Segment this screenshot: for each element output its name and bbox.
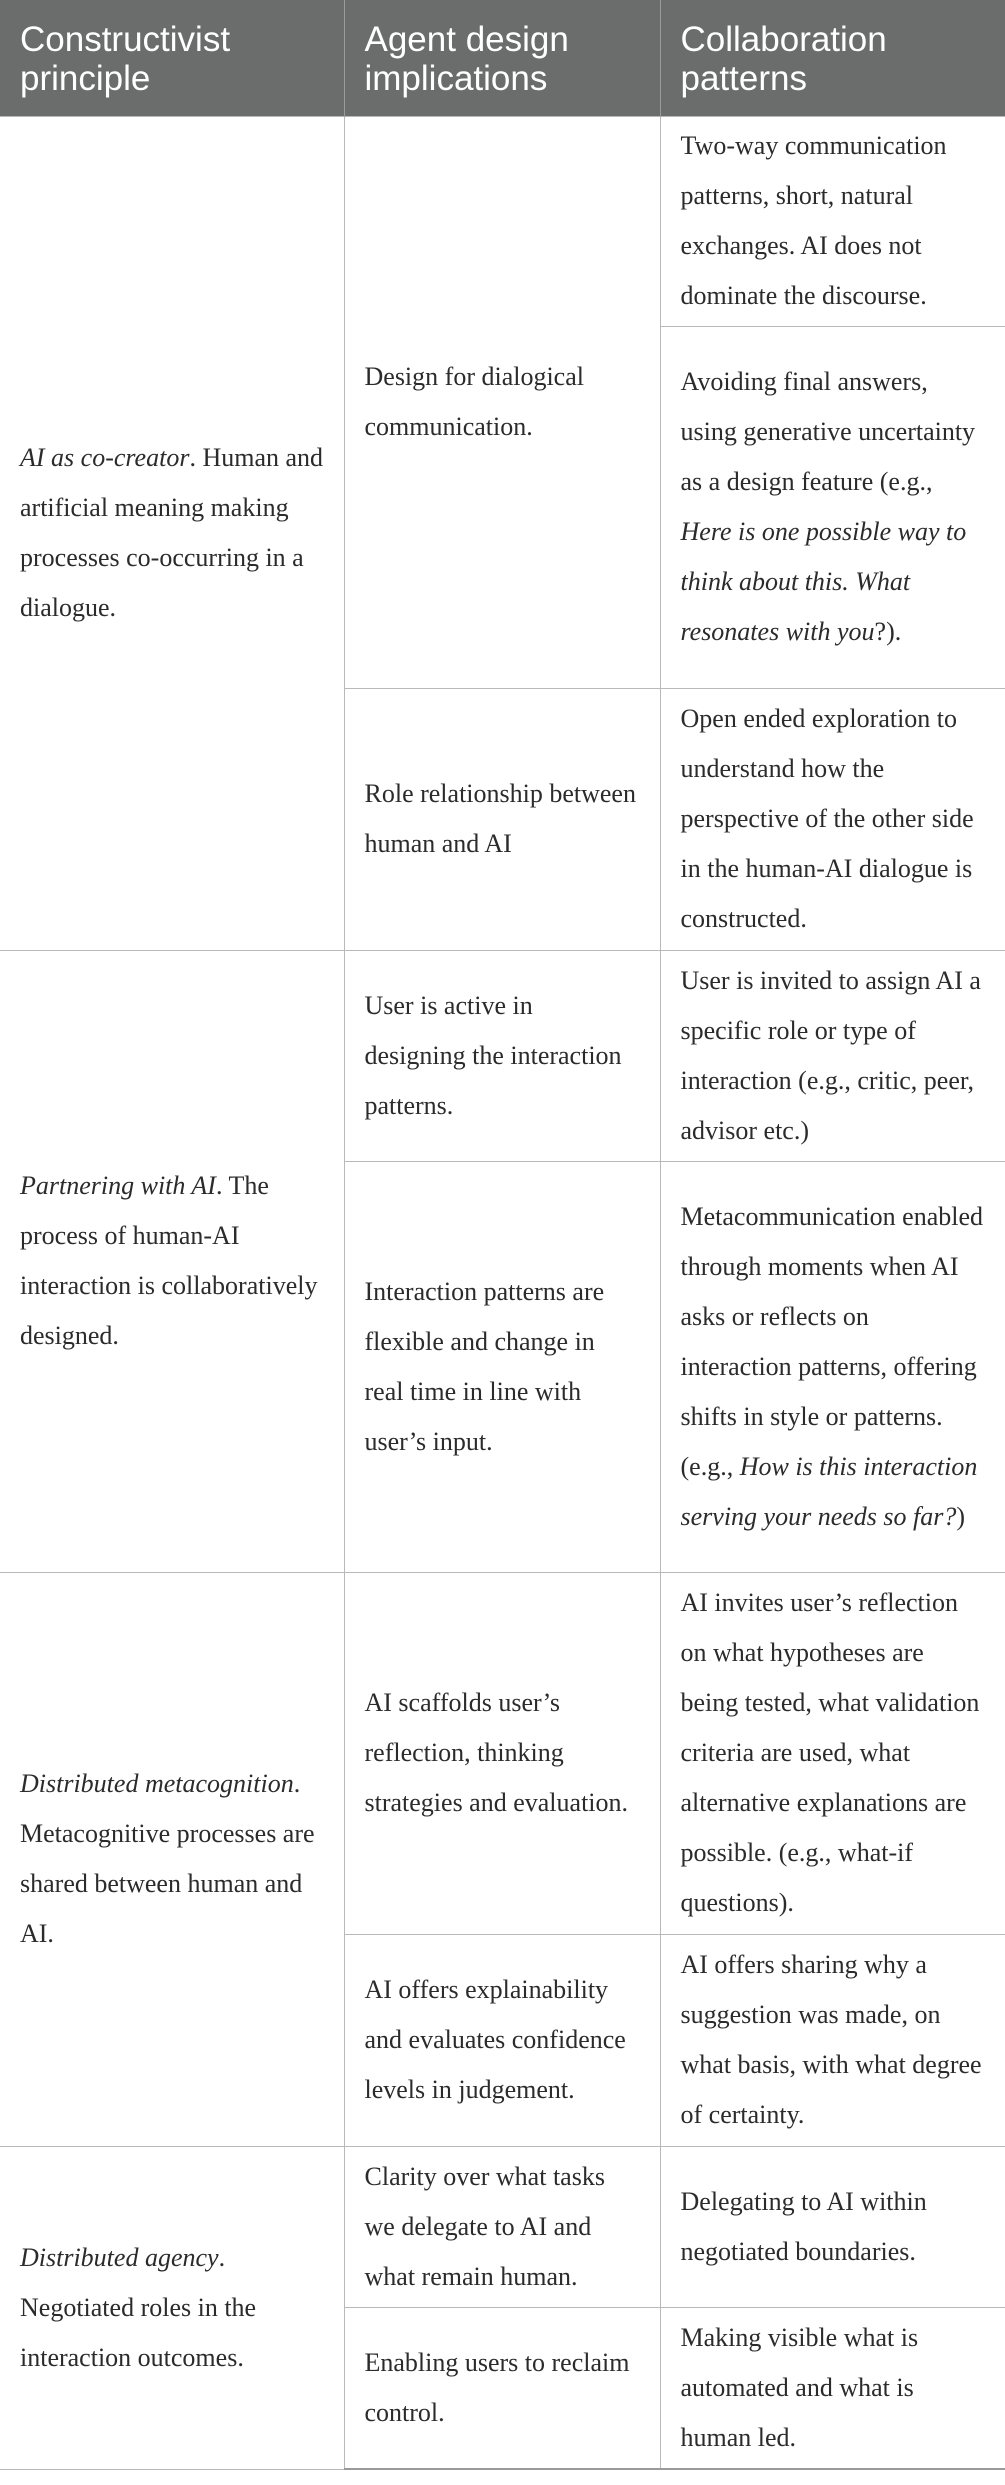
principle-name: AI as co-creator [20, 443, 190, 472]
principle-cell [0, 950, 344, 1572]
header-collaboration-patterns: Collaboration patterns [660, 0, 1005, 116]
pattern-text-end: ) [956, 1501, 966, 1531]
pattern-example: Here is one possible way to think about this. What resonates with you [680, 517, 967, 646]
implication-cell: Enabling users to reclaim control. [344, 2307, 660, 2469]
implication-cell: Clarity over what tasks we delegate to AI and what remain human. [344, 2146, 660, 2307]
principle-name: Partnering with AI [20, 1171, 216, 1200]
table-row [0, 116, 1005, 326]
pattern-cell: User is invited to assign AI a specific role or type of interaction (e.g., critic, peer, advisor etc.) [660, 950, 1005, 1161]
header-row [0, 0, 1005, 116]
pattern-example: How is this interaction serving your needs so far? [680, 1451, 978, 1531]
pattern-text: Metacommunication enabled through moments when AI asks or reflects on interaction patterns, offering shifts in style or patterns. (e.g., [680, 1201, 984, 1481]
principle-description: . Negotiated roles in the interaction outcomes. [20, 2242, 257, 2372]
table-row [0, 950, 1005, 1161]
principle-cell [0, 2146, 344, 2469]
implication-cell: Interaction patterns are flexible and change in real time in line with user’s input. [344, 1161, 660, 1572]
principle-description: . Human and artificial meaning making processes co-occurring in a dialogue. [20, 443, 324, 622]
implication-cell: Design for dialogical communication. [344, 116, 660, 688]
implication-cell: User is active in designing the interaction patterns. [344, 950, 660, 1161]
principle-name: Distributed agency [20, 2242, 219, 2272]
table-header [0, 0, 1005, 116]
principle-cell [0, 1572, 344, 2146]
pattern-cell: Delegating to AI within negotiated boundaries. [660, 2146, 1005, 2307]
table-body [0, 116, 1005, 2469]
table-row [0, 2146, 1005, 2307]
pattern-cell: Making visible what is automated and what is human led. [660, 2307, 1005, 2469]
pattern-cell: AI offers sharing why a suggestion was made, on what basis, with what degree of certainty. [660, 1934, 1005, 2146]
implication-cell: AI scaffolds user’s reflection, thinking strategies and evaluation. [344, 1572, 660, 1934]
implication-cell: Role relationship between human and AI [344, 688, 660, 950]
header-constructivist-principle: Constructivist principle [0, 0, 344, 116]
principle-cell [0, 116, 344, 950]
principle-description: . Metacognitive processes are shared between human and AI. [20, 1769, 315, 1948]
pattern-cell: Two-way communication patterns, short, natural exchanges. AI does not dominate the discourse. [660, 116, 1005, 326]
pattern-text-end: ?). [874, 617, 902, 646]
principle-name: Distributed metacognition [20, 1769, 294, 1798]
table-row [0, 1572, 1005, 1934]
pattern-cell [660, 326, 1005, 688]
pattern-cell: Open ended exploration to understand how the perspective of the other side in the human-AI dialogue is constructed. [660, 688, 1005, 950]
pattern-cell [660, 1161, 1005, 1572]
pattern-cell: AI invites user’s reflection on what hypotheses are being tested, what validation criteria are used, what alternative explanations are possible. (e.g., what-if questions). [660, 1572, 1005, 1934]
pattern-text: Avoiding final answers, using generative uncertainty as a design feature (e.g., [680, 367, 976, 496]
header-agent-design-implications: Agent design implications [344, 0, 660, 116]
principle-description: . The process of human-AI interaction is collaboratively designed. [20, 1171, 318, 1350]
implication-cell: AI offers explainability and evaluates confidence levels in judgement. [344, 1934, 660, 2146]
